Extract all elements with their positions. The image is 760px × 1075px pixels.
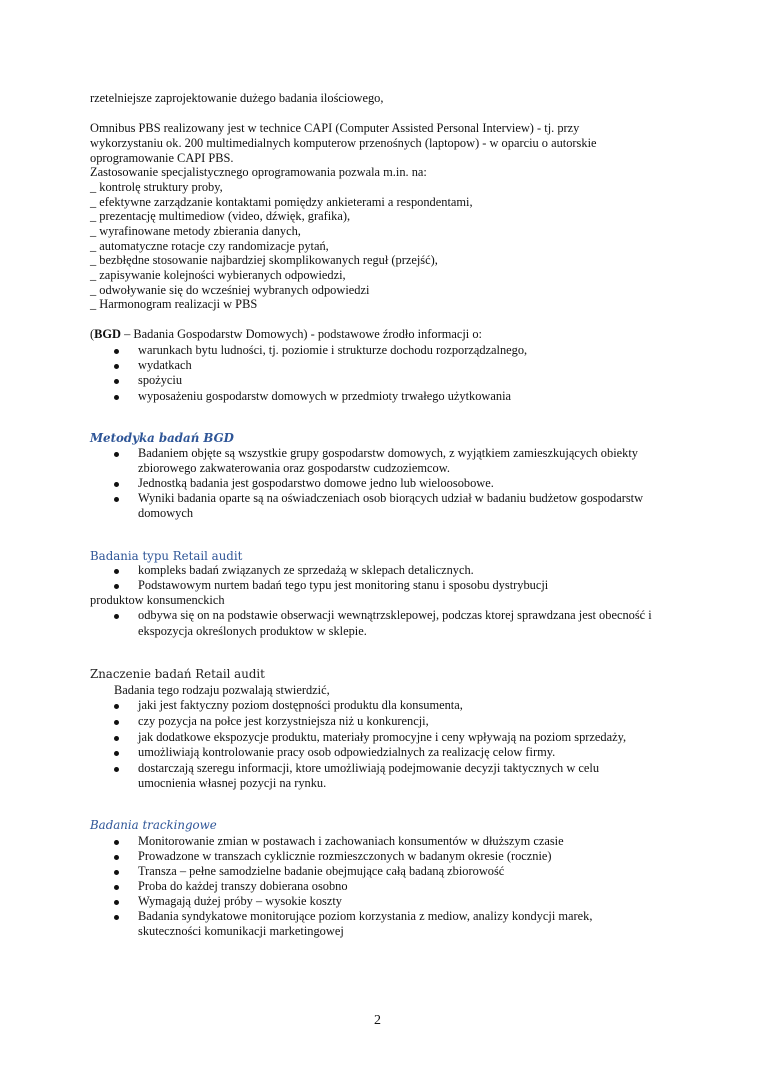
bullet-icon [114, 482, 119, 487]
bullet-icon [114, 704, 119, 709]
bgd-item: spożyciu [138, 373, 183, 387]
tracking-item-2: Prowadzone w transzach cyklicznie rozmieszczonych w badanym okresie (rocznie) [138, 849, 552, 863]
znaczenie-item-1: jaki jest faktyczny poziom dostępności produktu dla konsumenta, [138, 698, 463, 712]
retail-heading: Badania typu Retail audit [90, 549, 243, 563]
bgd-intro [90, 327, 482, 342]
bullet-icon [114, 497, 119, 502]
metodyka-item-3b: domowych [138, 506, 194, 520]
omnibus-item: _ odwoływanie się do wcześniej wybranych odpowiedzi [90, 283, 370, 297]
tracking-item-5: Wymagają dużej próby – wysokie koszty [138, 894, 342, 908]
omnibus-line-2: wykorzystaniu ok. 200 multimedialnych komputerow przenośnych (laptopow) - w oparciu o autorskie [90, 136, 597, 150]
omnibus-item: _ bezbłędne stosowanie najbardziej skomplikowanych reguł (przejść), [90, 253, 438, 267]
intro-text: rzetelniejsze zaprojektowanie dużego badania ilościowego, [90, 91, 384, 105]
znaczenie-item-5b: umocnienia własnej pozycji na rynku. [138, 776, 327, 790]
page-number: 2 [374, 1013, 381, 1028]
omnibus-item: _ zapisywanie kolejności wybieranych odpowiedzi, [90, 268, 346, 282]
znaczenie-item-3: jak dodatkowe ekspozycje produktu, materiały promocyjne i ceny wpływają na poziom sprzedaży, [138, 730, 627, 744]
tracking-heading: Badania trackingowe [90, 818, 217, 832]
znaczenie-item-5a: dostarczają szeregu informacji, ktore umożliwiają podejmowanie decyzji taktycznych w celu [138, 761, 600, 775]
omnibus-line-3: oprogramowanie CAPI PBS. [90, 151, 234, 165]
tracking-item-3: Transza – pełne samodzielne badanie obejmujące całą badaną zbiorowość [138, 864, 505, 878]
tracking-item-1: Monitorowanie zmian w postawach i zachowaniach konsumentów w dłuższym czasie [138, 834, 564, 848]
bullet-icon [114, 364, 119, 369]
bgd-abbr: BGD [94, 327, 121, 341]
bullet-icon [114, 569, 119, 574]
metodyka-item-1a: Badaniem objęte są wszystkie grupy gospodarstw domowych, z wyjątkiem zamieszkujących obiekty [138, 446, 638, 460]
bullet-icon [114, 855, 119, 860]
bullet-icon [114, 584, 119, 589]
znaczenie-item-2: czy pozycja na połce jest korzystniejsza niż u konkurencji, [138, 714, 429, 728]
metodyka-item-1b: zbiorowego zakwaterowania oraz gospodarstw cudzoziemcow. [138, 461, 450, 475]
bullet-icon [114, 840, 119, 845]
bullet-icon [114, 720, 119, 725]
bullet-icon [114, 452, 119, 457]
omnibus-item: _ Harmonogram realizacji w PBS [90, 297, 258, 311]
metodyka-item-2: Jednostką badania jest gospodarstwo domowe jedno lub wieloosobowe. [138, 476, 494, 490]
retail-item-1: kompleks badań związanych ze sprzedażą w sklepach detalicznych. [138, 563, 474, 577]
tracking-item-6a: Badania syndykatowe monitorujące poziom korzystania z mediow, analizy kondycji marek, [138, 909, 593, 923]
bullet-icon [114, 915, 119, 920]
znaczenie-item-4: umożliwiają kontrolowanie pracy osob odpowiedzialnych za realizację celow firmy. [138, 745, 556, 759]
tracking-item-6b: skuteczności komunikacji marketingowej [138, 924, 344, 938]
bullet-icon [114, 614, 119, 619]
retail-item-2b: produktow konsumenckich [90, 593, 225, 607]
omnibus-item: _ automatyczne rotacje czy randomizacje pytań, [90, 239, 329, 253]
retail-item-3b: ekspozycja określonych produktow w sklepie. [138, 624, 367, 638]
znaczenie-intro: Badania tego rodzaju pozwalają stwierdzić, [114, 683, 330, 697]
bgd-open: ( [90, 327, 95, 341]
metodyka-heading: Metodyka badań BGD [90, 431, 234, 445]
bullet-icon [114, 767, 119, 772]
bgd-item: warunkach bytu ludności, tj. poziomie i strukturze dochodu rozporządzalnego, [138, 343, 528, 357]
bullet-icon [114, 736, 119, 741]
tracking-item-4: Proba do każdej transzy dobierana osobno [138, 879, 348, 893]
znaczenie-heading: Znaczenie badań Retail audit [90, 667, 265, 681]
omnibus-item: _ kontrolę struktury proby, [90, 180, 223, 194]
omnibus-item: _ wyrafinowane metody zbierania danych, [90, 224, 301, 238]
omnibus-line-1: Omnibus PBS realizowany jest w technice CAPI (Computer Assisted Personal Interview) - tj. przy [90, 121, 580, 135]
bullet-icon [114, 395, 119, 400]
bgd-rest: – Badania Gospodarstw Domowych) - podstawowe źrodło informacji o: [121, 327, 482, 341]
bullet-icon [114, 751, 119, 756]
bullet-icon [114, 900, 119, 905]
bgd-item: wydatkach [138, 358, 192, 372]
bgd-item: wyposażeniu gospodarstw domowych w przedmioty trwałego użytkowania [138, 389, 512, 403]
bullet-icon [114, 885, 119, 890]
bullet-icon [114, 379, 119, 384]
bullet-icon [114, 349, 119, 354]
metodyka-item-3a: Wyniki badania oparte są na oświadczeniach osob biorących udział w badaniu budżetow gospodarstw [138, 491, 644, 505]
retail-item-3a: odbywa się on na podstawie obserwacji wewnątrzsklepowej, podczas ktorej sprawdzana jest obecność i [138, 608, 652, 622]
omnibus-line-4: Zastosowanie specjalistycznego oprogramowania pozwala m.in. na: [90, 165, 427, 179]
omnibus-item: _ prezentację multimediow (video, dźwięk, grafika), [90, 209, 351, 223]
bullet-icon [114, 870, 119, 875]
retail-item-2a: Podstawowym nurtem badań tego typu jest monitoring stanu i sposobu dystrybucji [138, 578, 549, 592]
omnibus-item: _ efektywne zarządzanie kontaktami pomiędzy ankieterami a respondentami, [90, 195, 473, 209]
